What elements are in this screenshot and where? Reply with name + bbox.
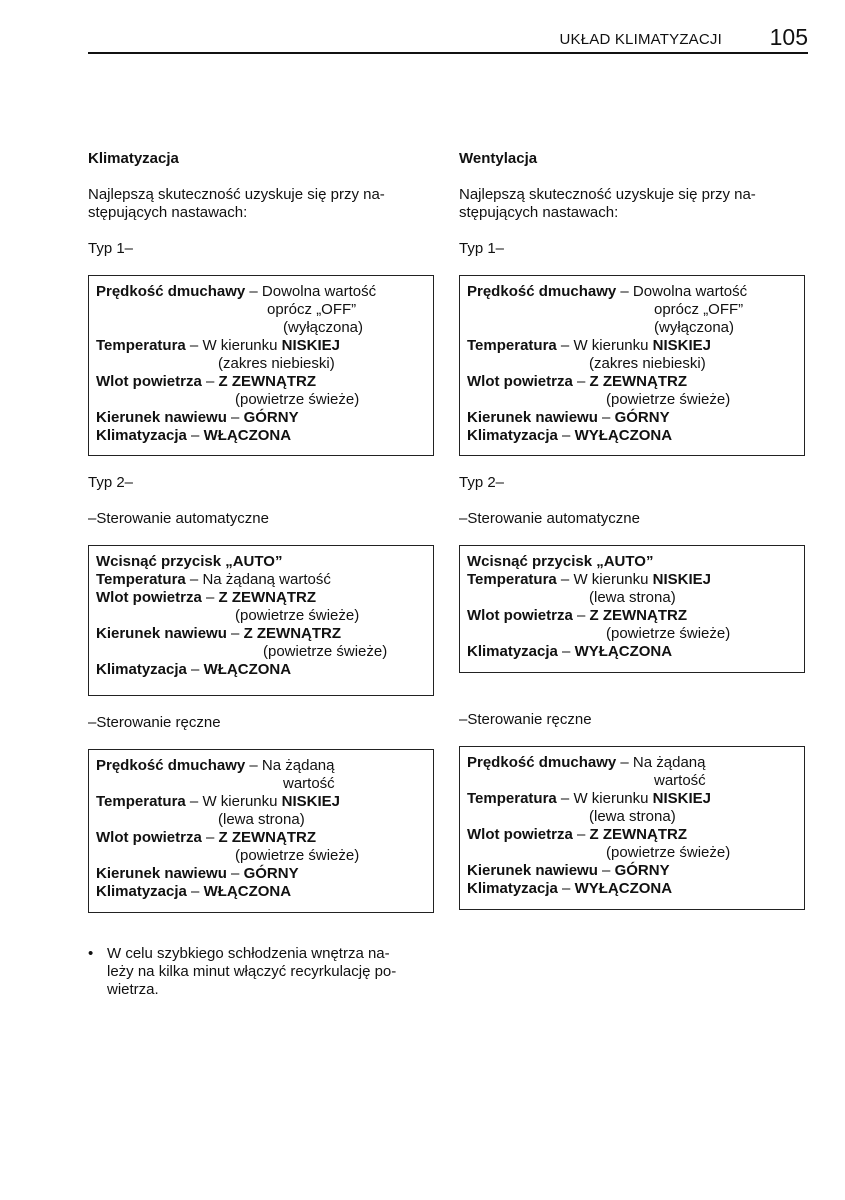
tip-bullet: • W celu szybkiego schłodzenia wnętrza na- leży na kilka minut włączyć recyrkulację po- wietrza. xyxy=(88,945,397,998)
bullet-icon: • xyxy=(88,945,94,962)
manual-control-label: –Sterowanie ręczne xyxy=(88,714,221,731)
page-header xyxy=(88,26,808,54)
type1-label: Typ 1– xyxy=(88,240,134,257)
settings-box-manual: Prędkość dmuchawy – Na żądaną wartość Temperatura – W kierunku NISKIEJ (lewa strona) Wlot powietrza – Z ZEWNĄTRZ (powietrze świeże) Kierunek nawiewu – GÓRNY Klimatyzacja – WŁĄCZONA xyxy=(88,749,434,913)
section-title: UKŁAD KLIMATYZACJI xyxy=(559,31,722,48)
auto-control-label: –Sterowanie automatyczne xyxy=(459,510,640,527)
settings-box-manual: Prędkość dmuchawy – Na żądaną wartość Temperatura – W kierunku NISKIEJ (lewa strona) Wlot powietrza – Z ZEWNĄTRZ (powietrze świeże) Kierunek nawiewu – GÓRNY Klimatyzacja – WYŁĄCZONA xyxy=(459,746,805,910)
settings-box-auto: Wcisnąć przycisk „AUTO” Temperatura – W kierunku NISKIEJ (lewa strona) Wlot powietrza – Z ZEWNĄTRZ (powietrze świeże) Klimatyzacja – WYŁĄCZONA xyxy=(459,545,805,673)
manual-control-label: –Sterowanie ręczne xyxy=(459,711,592,728)
page-number: 105 xyxy=(769,24,808,50)
auto-control-label: –Sterowanie automatyczne xyxy=(88,510,269,527)
heading-ventilation: Wentylacja xyxy=(459,150,538,167)
settings-box-auto: Wcisnąć przycisk „AUTO” Temperatura – Na żądaną wartość Wlot powietrza – Z ZEWNĄTRZ (powietrze świeże) Kierunek nawiewu – Z ZEWNĄTRZ (powietrze świeże) Klimatyzacja – WŁĄCZONA xyxy=(88,545,434,696)
settings-box-type1: Prędkość dmuchawy – Dowolna wartość oprócz „OFF” (wyłączona) Temperatura – W kierunku NISKIEJ (zakres niebieski) Wlot powietrza – Z ZEWNĄTRZ (powietrze świeże) Kierunek nawiewu – GÓRNY Klimatyzacja – WYŁĄCZONA xyxy=(459,275,805,456)
type1-label: Typ 1– xyxy=(459,240,505,257)
column-ventilation xyxy=(459,150,805,910)
intro-text: Najlepszą skuteczność uzyskuje się przy na- stępujących nastawach: xyxy=(88,186,385,221)
column-air-conditioning xyxy=(88,150,434,999)
type2-label: Typ 2– xyxy=(88,474,134,491)
settings-box-type1: Prędkość dmuchawy – Dowolna wartość oprócz „OFF” (wyłączona) Temperatura – W kierunku NISKIEJ (zakres niebieski) Wlot powietrza – Z ZEWNĄTRZ (powietrze świeże) Kierunek nawiewu – GÓRNY Klimatyzacja – WŁĄCZONA xyxy=(88,275,434,456)
type2-label: Typ 2– xyxy=(459,474,505,491)
intro-text: Najlepszą skuteczność uzyskuje się przy na- stępujących nastawach: xyxy=(459,186,756,221)
heading-air-conditioning: Klimatyzacja xyxy=(88,150,179,167)
